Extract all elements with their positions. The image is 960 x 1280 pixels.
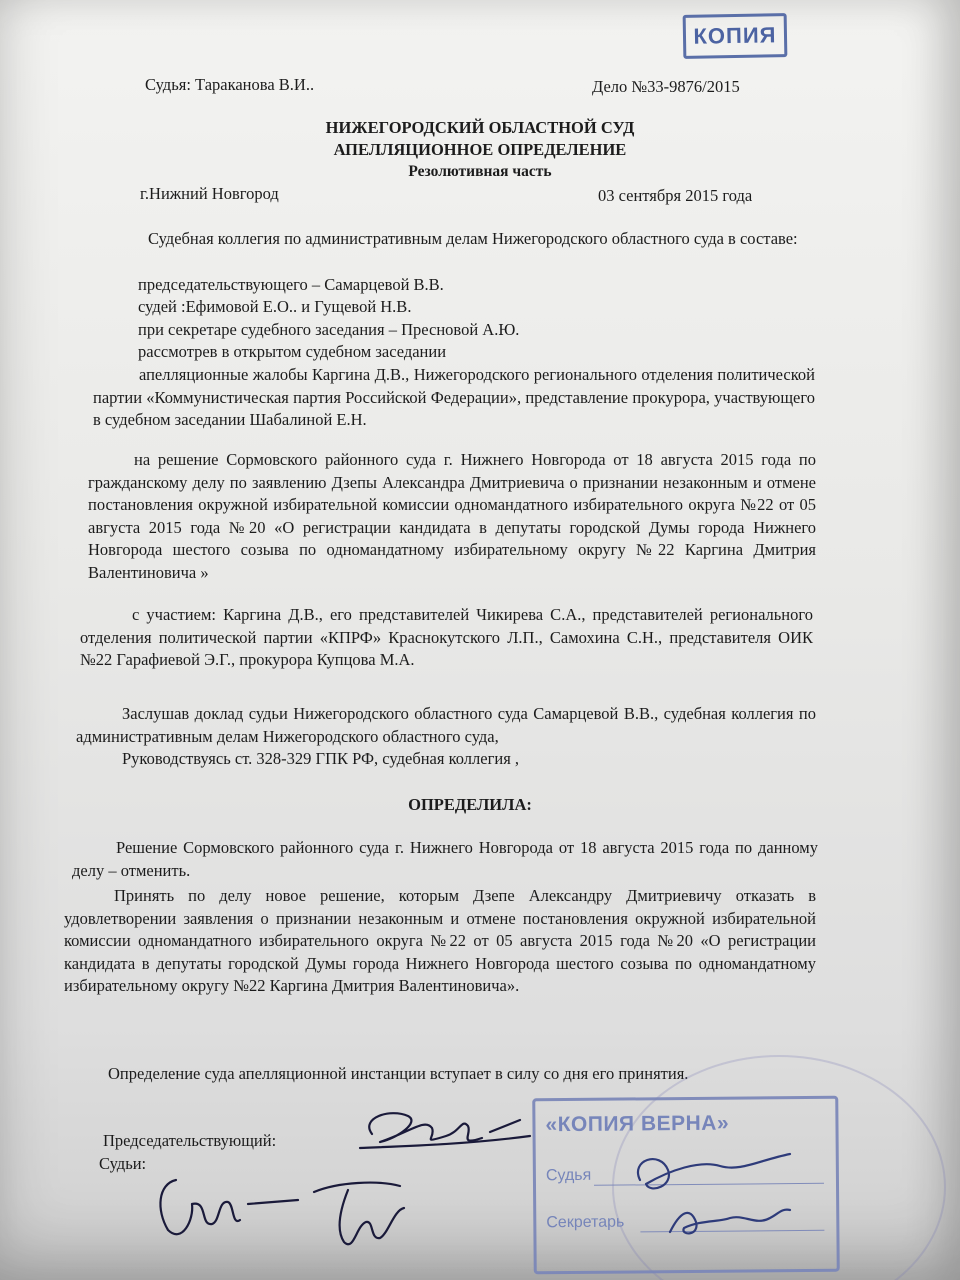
- verified-copy-title: «КОПИЯ ВЕРНА»: [545, 1111, 730, 1137]
- court-name: НИЖЕГОРОДСКИЙ ОБЛАСТНОЙ СУД: [325, 118, 635, 137]
- ruling-paragraph-2: Принять по делу новое решение, которым Дзепе Александру Дмитриевичу отказать в удовлетворении заявления о признании незаконным и отмене постановления окружной избирательной комиссии одномандатного избирательного округа №22 от 05 августа 2015 года №20 «О регистрации кандидата в депутаты городской Думы города Нижнего Новгорода шестого созыва по одномандатному избирательному округу №22 Каргина Дмитрия Валентиновича».: [64, 886, 816, 996]
- judges-signature-label: Судьи:: [99, 1154, 147, 1173]
- document-part: Резолютивная часть: [408, 163, 552, 180]
- kopia-stamp: КОПИЯ: [683, 13, 788, 59]
- appeals-paragraph: апелляционные жалобы Каргина Д.В., Нижегородского регионального отделения политической партии «Коммунистическая партия Российской Федерации», представление прокурора, участвующего в судебном заседании Шабалиной Е.Н.: [93, 365, 815, 430]
- guided-by-text: Руководствуясь ст. 328-329 ГПК РФ, судебная коллегия ,: [122, 749, 520, 768]
- document-type: АПЕЛЛЯЦИОННОЕ ОПРЕДЕЛЕНИЕ: [333, 140, 627, 159]
- decision-reference-paragraph: на решение Сормовского районного суда г. Нижнего Новгорода от 18 августа 2015 года по гражданскому делу по заявлению Дзепы Александра Дмитриевича о признании незаконным и отмене постановления окружной избирательной комиссии одномандатного избирательного округа №22 от 05 августа 2015 года №20 «О регистрации кандидата в депутаты городской Думы города Нижнего Новгорода шестого созыва по одномандатному избирательному округу №22 Каргина Дмитрия Валентиновича »: [88, 450, 816, 582]
- presiding-signature: [350, 1098, 540, 1168]
- court-secretary: при секретаре судебного заседания – Пресновой А.Ю.: [138, 320, 520, 339]
- stamp-judge-label: Судья: [545, 1166, 592, 1185]
- stamp-secretary-signature: [660, 1192, 800, 1252]
- participants-paragraph: с участием: Каргина Д.В., его представителей Чикирева С.А., представителей регионального отделения политической партии «КПРФ» Краснокутского Л.П., Самохина С.Н., представителя ОИК №22 Гарафиевой Э.Г., прокурора Купцова М.А.: [80, 605, 813, 670]
- report-heard-paragraph: Заслушав доклад судьи Нижегородского областного суда Самарцевой В.В., судебная коллегия по административным делам Нижегородского областного суда,: [76, 704, 816, 746]
- judges-signature-2: [308, 1170, 418, 1260]
- presiding-signature-label: Председательствующий:: [103, 1131, 277, 1150]
- stamp-secretary-label: Секретарь: [546, 1213, 625, 1232]
- judge-header: Судья: Тараканова В.И..: [145, 75, 315, 94]
- ruling-paragraph-3: Определение суда апелляционной инстанции вступает в силу со дня его принятия.: [108, 1064, 689, 1083]
- presiding-judge: председательствующего – Самарцевой В.В.: [138, 275, 444, 294]
- place: г.Нижний Новгород: [140, 184, 279, 203]
- ruled-heading: ОПРЕДЕЛИЛА:: [408, 795, 532, 814]
- considered-text: рассмотрев в открытом судебном заседании: [138, 342, 447, 361]
- date: 03 сентября 2015 года: [598, 186, 753, 205]
- judges-panel: судей :Ефимовой Е.О.. и Гущевой Н.В.: [138, 297, 412, 316]
- collegium-text: Судебная коллегия по административным делам Нижегородского областного суда в составе:: [148, 229, 798, 248]
- ruling-paragraph-1: Решение Сормовского районного суда г. Нижнего Новгорода от 18 августа 2015 года по данному делу – отменить.: [72, 838, 818, 880]
- case-number: Дело №33-9876/2015: [592, 77, 740, 96]
